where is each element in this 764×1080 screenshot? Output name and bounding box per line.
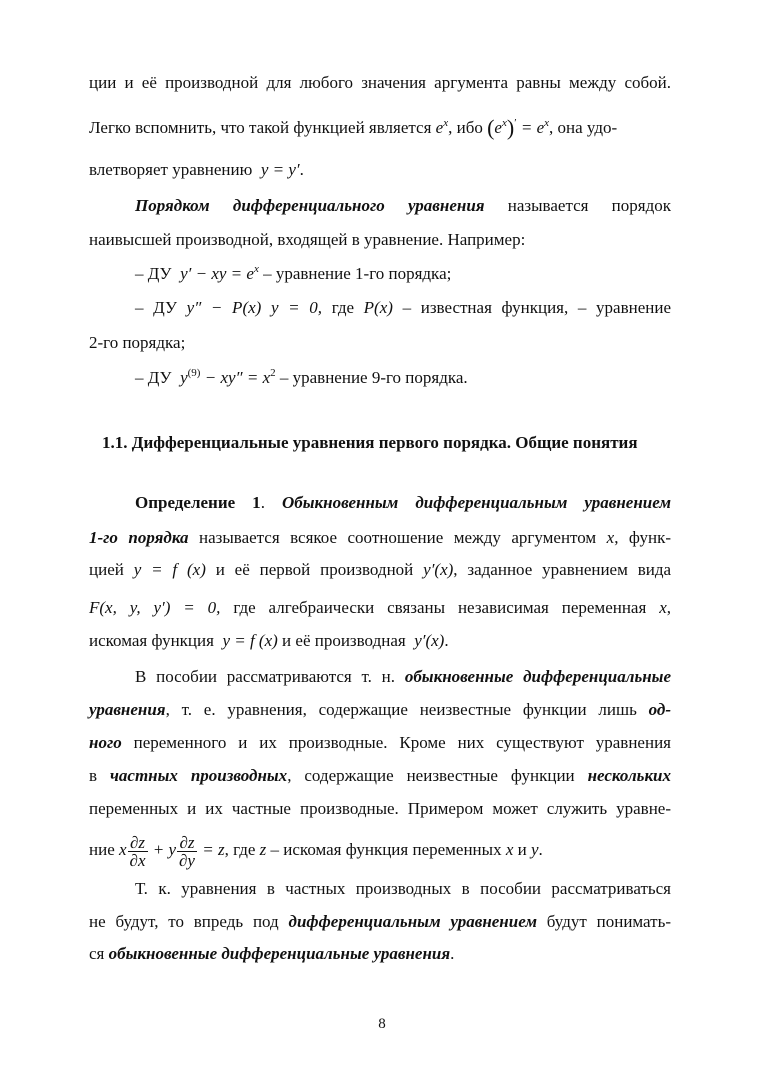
text-line: уравнения, т. е. уравнения, содержащие неизвестные функции лишь од- (89, 700, 672, 719)
section-heading: 1.1. Дифференциальные уравнения первого порядка. Общие понятия (102, 433, 638, 452)
text-line: ции и её производной для любого значения аргумента равны между собой. (89, 73, 671, 92)
definition-line: F(x, y, y′) = 0, где алгебраически связаны независимая переменная x, (89, 598, 671, 617)
example-line: – ДУ $y^{(9)} - xy'' = x^2$ – уравнение 9-го порядка. (135, 367, 468, 387)
text-line: в частных производных, содержащие неизвестные функции нескольких (89, 766, 672, 785)
text-line: влетворяет уравнению y = y′. (89, 160, 304, 179)
formula-line: ние x $\frac{\partial z}{\partial x}$ + y $\frac{\partial z}{\partial y}$ = z, где z – искомая функция переменных x и y. (89, 832, 543, 870)
definition-line: цией y = f (x) и её первой производной y′(x), заданное уравнением вида (89, 560, 672, 579)
text-line: В пособии рассматриваются т. н. обыкновенные дифференциальные (135, 667, 672, 686)
definition-line: Определение 1. Обыкновенным дифференциальным уравнением (135, 493, 671, 512)
text-line: Легко вспомнить, что такой функцией является $e^x$, ибо $(e^x)' = e^x$, она удо- (89, 115, 618, 140)
text-line: не будут, то впредь под дифференциальным уравнением будут понимать- (89, 912, 672, 931)
text-line: 2-го порядка; (89, 333, 186, 352)
definition-line: 1-го порядка называется всякое соотношение между аргументом x, функ- (89, 528, 672, 547)
text-line: ся обыкновенные дифференциальные уравнения. (89, 944, 455, 963)
definition-line: искомая функция y = f (x) и её производная y′(x). (89, 631, 449, 650)
definition-line: Порядком дифференциального уравнения называется порядок (135, 196, 671, 215)
fraction: $\frac{\partial z}{\partial x}$ (129, 832, 146, 870)
page-number: 8 (378, 1016, 386, 1032)
text-line: переменных и их частные производные. Примером может служить уравне- (89, 799, 671, 818)
example-line: – ДУ y″ − P(x) y = 0, где P(x) – известная функция, – уравнение (135, 298, 672, 317)
text-line: Т. к. уравнения в частных производных в пособии рассматриваться (135, 879, 671, 898)
text-line: ного переменного и их производные. Кроме них существуют уравнения (89, 733, 671, 752)
text-line: наивысшей производной, входящей в уравнение. Например: (89, 230, 526, 249)
example-line: – ДУ y′ − xy = $e^x$ – уравнение 1-го порядка; (135, 263, 452, 283)
fraction: $\frac{\partial z}{\partial y}$ (179, 832, 195, 870)
